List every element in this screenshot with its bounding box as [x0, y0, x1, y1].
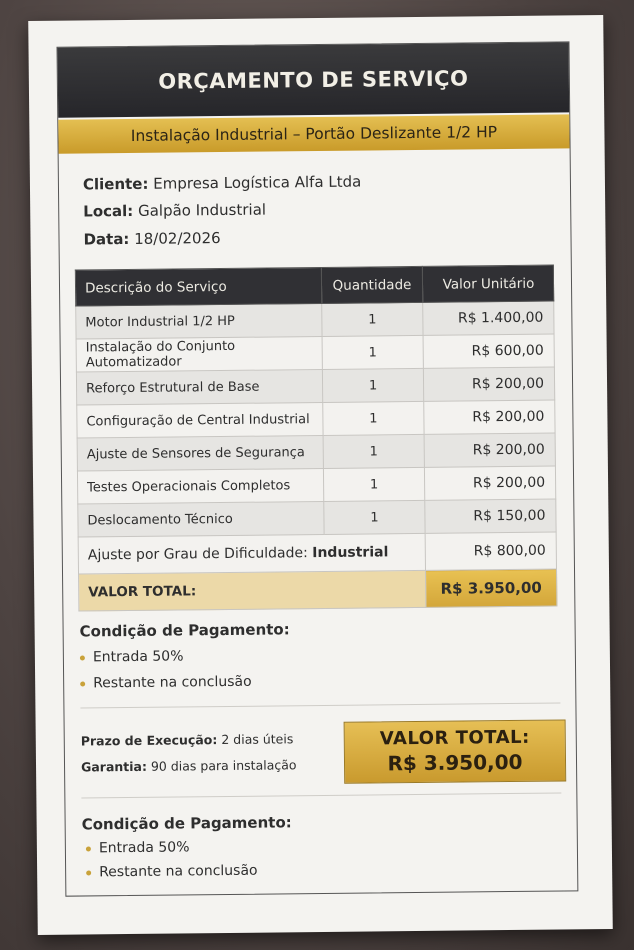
bullet-dot-icon: [86, 870, 91, 875]
table-row: [78, 499, 556, 537]
payment-item: [86, 839, 190, 856]
deadline-value: 2 dias úteis: [221, 731, 294, 748]
bullet-dot-icon: [86, 846, 91, 851]
bullet-dot-icon: [80, 681, 85, 686]
payment-title-repeat: Condição de Pagamento:: [81, 813, 292, 834]
warranty-value: 90 dias para instalação: [150, 757, 297, 774]
payment-item-text: Entrada 50%: [92, 648, 184, 666]
payment-item: [80, 674, 252, 692]
adjustment-cell: [78, 533, 425, 574]
total-row: [79, 569, 557, 611]
row-description: Configuração de Central Industrial: [77, 402, 323, 438]
row-description: Reforço Estrutural de Base: [76, 369, 322, 405]
row-quantity: 1: [322, 368, 423, 402]
adjustment-level: Industrial: [312, 544, 389, 562]
location-label: Local:: [83, 201, 134, 221]
adjustment-value: R$ 800,00: [425, 532, 556, 570]
row-quantity: 1: [322, 335, 423, 369]
location-value: Galpão Industrial: [137, 200, 267, 220]
row-description: Motor Industrial 1/2 HP: [76, 303, 322, 339]
table-header-row: [75, 265, 553, 306]
payment-title: Condição de Pagamento:: [79, 620, 290, 641]
table-row: [77, 466, 555, 504]
column-header-unit-value: Valor Unitário: [422, 265, 553, 302]
payment-item-text: Restante na conclusão: [93, 673, 252, 692]
row-quantity: 1: [323, 467, 424, 501]
date-line: [83, 229, 220, 248]
client-line: [83, 173, 362, 194]
column-header-description: Descrição do Serviço: [75, 267, 321, 306]
service-subtitle: Instalação Industrial – Portão Deslizante 1/2 HP: [58, 114, 569, 153]
client-label: Cliente:: [82, 174, 149, 194]
deadline-label: Prazo de Execução:: [80, 732, 218, 749]
location-line: [83, 201, 266, 221]
table-row: [77, 400, 555, 438]
bullet-dot-icon: [80, 655, 85, 660]
row-value: R$ 1.400,00: [423, 301, 554, 335]
adjustment-row: [78, 532, 556, 574]
table-row: [76, 367, 554, 405]
row-description: Ajuste de Sensores de Segurança: [77, 435, 323, 471]
row-quantity: 1: [322, 302, 423, 336]
row-quantity: 1: [324, 500, 425, 534]
row-value: R$ 200,00: [423, 367, 554, 401]
row-value: R$ 200,00: [424, 400, 555, 434]
warranty-line: [81, 757, 297, 774]
total-summary-label: VALOR TOTAL:: [379, 726, 530, 750]
payment-item-text: Restante na conclusão: [99, 862, 258, 881]
row-value: R$ 200,00: [424, 433, 555, 467]
quote-frame: [57, 41, 579, 896]
payment-item: [80, 648, 184, 665]
table-row: [76, 301, 554, 339]
page-title: ORÇAMENTO DE SERVIÇO: [58, 42, 570, 117]
row-value: R$ 600,00: [423, 334, 554, 368]
adjustment-label: Ajuste por Grau de Dificuldade:: [87, 545, 308, 564]
quote-sheet: [28, 15, 613, 935]
row-quantity: 1: [323, 401, 424, 435]
warranty-label: Garantia:: [80, 758, 148, 775]
payment-item: [86, 863, 258, 881]
row-description: Testes Operacionais Completos: [77, 468, 323, 504]
row-value: R$ 150,00: [425, 499, 556, 533]
deadline-line: [81, 731, 294, 748]
column-header-quantity: Quantidade: [321, 266, 422, 303]
date-label: Data:: [83, 229, 130, 249]
table-row: [76, 334, 554, 372]
total-label: VALOR TOTAL:: [79, 570, 426, 611]
row-quantity: 1: [323, 434, 424, 468]
client-value: Empresa Logística Alfa Ltda: [153, 172, 362, 193]
divider: [81, 792, 561, 798]
date-value: 18/02/2026: [134, 229, 221, 248]
total-summary-box: [344, 719, 567, 783]
row-description: Deslocamento Técnico: [78, 501, 324, 537]
services-table: [75, 265, 558, 612]
row-description: Instalação do Conjunto Automatizador: [76, 336, 322, 372]
divider: [80, 703, 560, 709]
table-row: [77, 433, 555, 471]
payment-item-text: Entrada 50%: [98, 839, 190, 857]
total-value: R$ 3.950,00: [426, 569, 557, 607]
row-value: R$ 200,00: [424, 466, 555, 500]
total-summary-value: R$ 3.950,00: [387, 749, 523, 776]
